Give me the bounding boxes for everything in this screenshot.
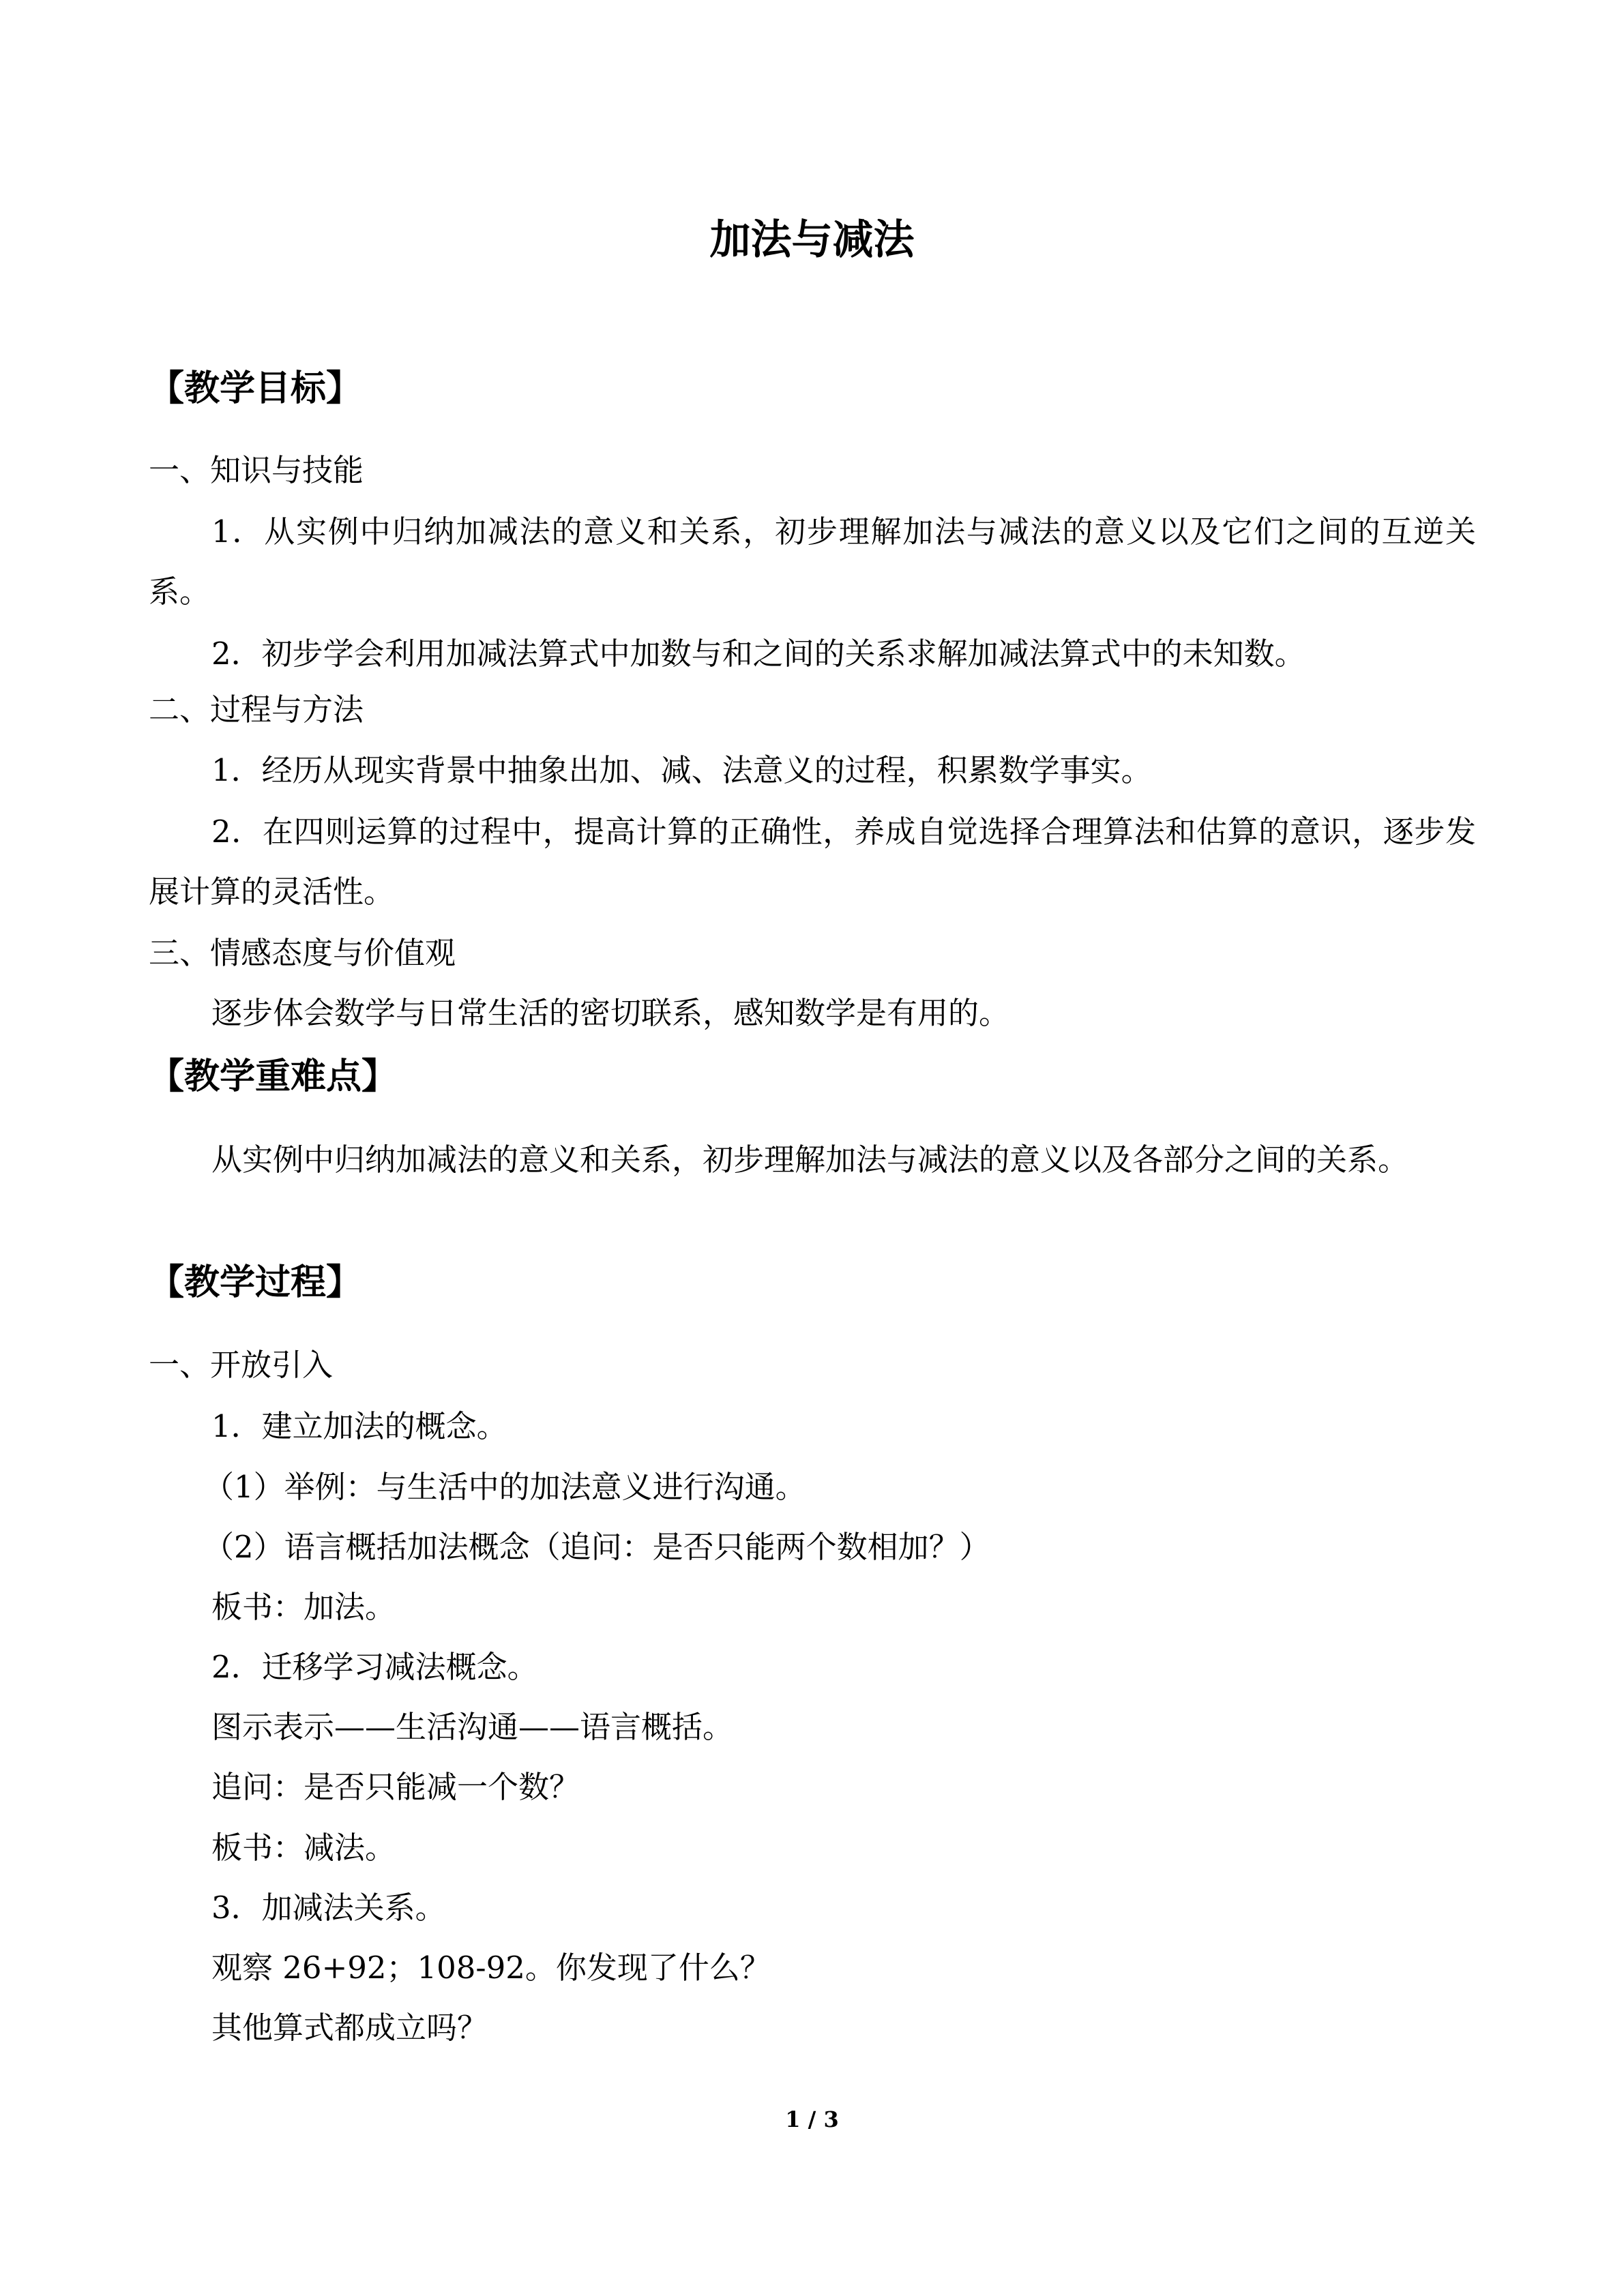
section-heading-process: 【教学过程】 bbox=[149, 1262, 362, 1303]
process-line-2: （1）举例：与生活中的加法意义进行沟通。 bbox=[203, 1469, 806, 1505]
paragraph-key-points: 从实例中归纳加减法的意义和关系，初步理解加法与减法的意义以及各部分之间的关系。 bbox=[211, 1142, 1409, 1178]
subheading-process-method: 二、过程与方法 bbox=[149, 691, 364, 728]
section-heading-key-points: 【教学重难点】 bbox=[149, 1056, 398, 1097]
process-line-9: 3．加减法关系。 bbox=[211, 1890, 446, 1926]
process-line-3: （2）语言概括加法概念（追问：是否只能两个数相加？） bbox=[203, 1529, 990, 1565]
process-line-11: 其他算式都成立吗？ bbox=[211, 2010, 488, 2046]
process-line-1: 1．建立加法的概念。 bbox=[211, 1408, 507, 1444]
process-line-6: 图示表示——生活沟通——语言概括。 bbox=[211, 1709, 734, 1745]
page-number: 1 / 3 bbox=[785, 2106, 839, 2132]
paragraph-objective-2-2: 2．在四则运算的过程中，提高计算的正确性，养成自觉选择合理算法和估算的意识，逐步发展计算的灵活性。 bbox=[149, 814, 1476, 910]
process-line-10: 观察 26+92；108-92。你发现了什么？ bbox=[211, 1950, 771, 1986]
paragraph-objective-2-1: 1．经历从现实背景中抽象出加、减、法意义的过程，积累数学事实。 bbox=[211, 752, 1152, 788]
subheading-emotion-values: 三、情感态度与价值观 bbox=[149, 935, 456, 971]
process-line-5: 2．迁移学习减法概念。 bbox=[211, 1649, 538, 1685]
paragraph-objective-1-1: 1．从实例中归纳加减法的意义和关系，初步理解加法与减法的意义以及它们之间的互逆关系。 bbox=[149, 513, 1476, 610]
section-heading-objectives: 【教学目标】 bbox=[149, 368, 362, 409]
process-line-7: 追问：是否只能减一个数？ bbox=[211, 1769, 580, 1805]
subheading-knowledge-skills: 一、知识与技能 bbox=[149, 452, 364, 488]
process-line-4: 板书：加法。 bbox=[211, 1589, 396, 1625]
paragraph-objective-3-1: 逐步体会数学与日常生活的密切联系，感知数学是有用的。 bbox=[211, 995, 1010, 1031]
document-title: 加法与减法 bbox=[709, 216, 915, 264]
subheading-open-intro: 一、开放引入 bbox=[149, 1347, 334, 1383]
paragraph-objective-1-2: 2．初步学会利用加减法算式中加数与和之间的关系求解加减法算式中的未知数。 bbox=[211, 636, 1305, 672]
process-line-8: 板书：减法。 bbox=[211, 1830, 396, 1866]
